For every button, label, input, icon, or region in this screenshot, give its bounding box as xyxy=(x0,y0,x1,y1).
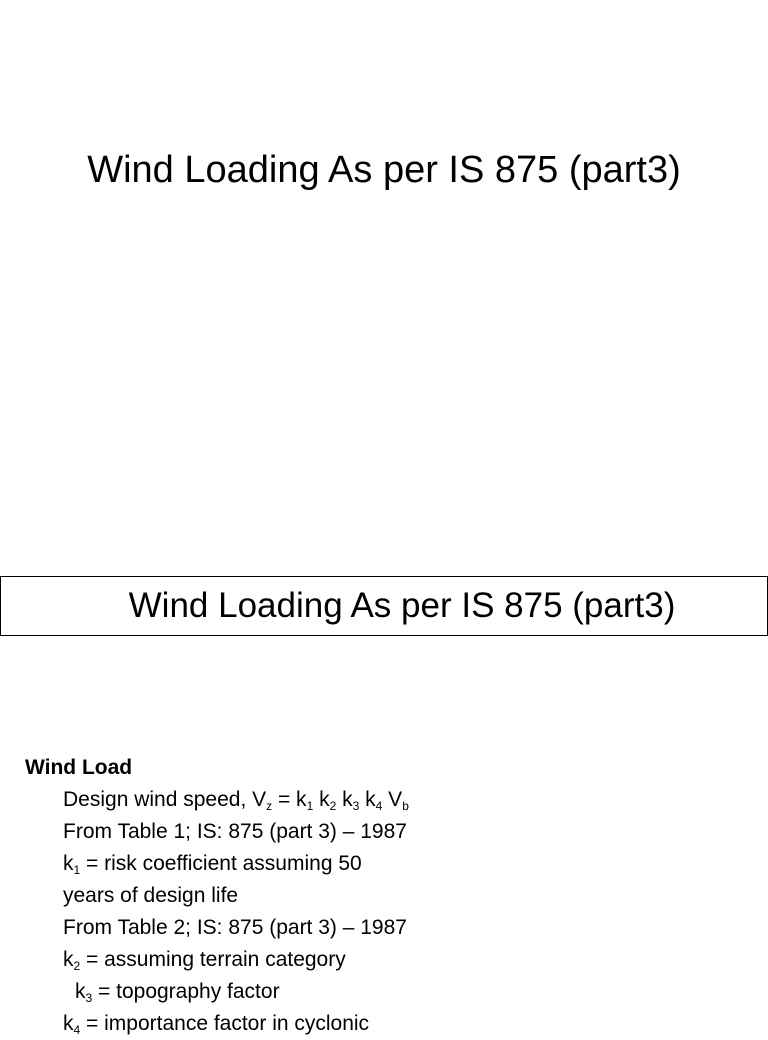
k4-text: = importance factor in cyclonic xyxy=(80,1012,370,1035)
k-separator: k xyxy=(336,788,353,811)
k2-label: k xyxy=(63,948,74,971)
k4-definition xyxy=(25,1008,409,1040)
k4-label: k xyxy=(63,1012,74,1035)
k3-text: = topography factor xyxy=(92,980,280,1003)
k2-definition xyxy=(25,944,409,976)
k1-text: = risk coefficient assuming 50 xyxy=(80,852,362,875)
slide1-title: Wind Loading As per IS 875 (part3) xyxy=(87,149,681,191)
k1-subscript: 1 xyxy=(306,799,314,813)
table1-reference: From Table 1; IS: 875 (part 3) – 1987 xyxy=(63,820,407,843)
k2-subscript: 2 xyxy=(329,799,337,813)
section-heading: Wind Load xyxy=(25,756,133,779)
vb-subscript: b xyxy=(402,799,409,813)
k1-label: k xyxy=(63,852,74,875)
k4-subscript: 4 xyxy=(375,799,383,813)
equals-k: = k xyxy=(272,788,307,811)
k2-text: = assuming terrain category xyxy=(80,948,346,971)
k2-label-subscript: 2 xyxy=(73,959,81,973)
k3-label-subscript: 3 xyxy=(85,991,93,1005)
slide2-title: Wind Loading As per IS 875 (part3) xyxy=(128,586,676,625)
table2-reference: From Table 2; IS: 875 (part 3) – 1987 xyxy=(63,916,407,939)
vz-subscript: z xyxy=(266,799,273,813)
vb-prefix: V xyxy=(382,788,403,811)
k4-label-subscript: 4 xyxy=(73,1023,81,1037)
k3-label: k xyxy=(75,980,86,1003)
k1-definition-continued: years of design life xyxy=(63,884,239,907)
k1-definition xyxy=(25,848,409,880)
k3-definition xyxy=(25,976,409,1008)
k3-subscript: 3 xyxy=(352,799,360,813)
k1-label-subscript: 1 xyxy=(73,863,81,877)
design-wind-speed-line xyxy=(25,784,409,816)
k-separator: k xyxy=(359,788,376,811)
design-speed-prefix: Design wind speed, V xyxy=(63,788,267,811)
slide2-title-box xyxy=(0,576,768,636)
k-separator: k xyxy=(313,788,330,811)
slide2-content xyxy=(25,752,409,1040)
